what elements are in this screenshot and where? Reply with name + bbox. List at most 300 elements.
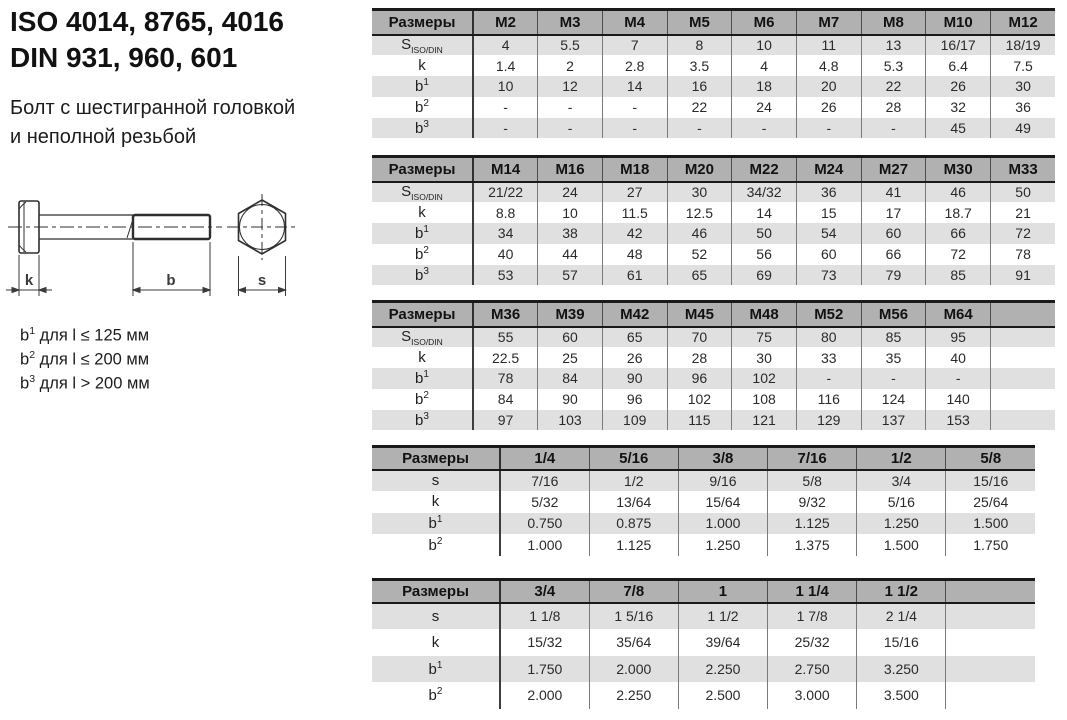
value-cell: 84	[538, 368, 603, 389]
value-cell: 36	[796, 182, 861, 203]
value-cell: 27	[602, 182, 667, 203]
row-label-base: k	[431, 493, 440, 511]
size-column-header: M48	[732, 302, 797, 327]
value-cell: 10	[473, 76, 538, 97]
value-cell: 65	[602, 327, 667, 348]
value-cell: 4	[732, 55, 797, 76]
size-column-header: M12	[991, 10, 1056, 35]
row-label-subscript: ISO/DIN	[411, 44, 443, 55]
value-cell: 3.000	[768, 682, 857, 709]
value-cell: 90	[602, 368, 667, 389]
size-column-header: M18	[602, 157, 667, 182]
value-cell: 70	[667, 327, 732, 348]
empty-cell	[946, 629, 1035, 656]
size-column-header: M16	[538, 157, 603, 182]
dimensions-table-4	[372, 445, 1035, 556]
row-label-base: b	[415, 267, 424, 285]
value-cell: 32	[926, 97, 991, 118]
header-row	[372, 580, 1035, 603]
table-row	[372, 656, 1035, 683]
dimensions-table-5	[372, 578, 1035, 709]
value-cell: 14	[732, 202, 797, 223]
value-cell: 15	[796, 202, 861, 223]
value-cell: 65	[667, 265, 732, 286]
row-label-superscript: 3	[423, 411, 429, 423]
value-cell: 129	[796, 410, 861, 431]
size-column-header: M22	[732, 157, 797, 182]
table-row	[372, 327, 1055, 348]
table-row	[372, 410, 1055, 431]
value-cell: 3.500	[857, 682, 946, 709]
row-label-base: b	[415, 78, 424, 96]
sizes-header-label: Размеры	[372, 157, 473, 182]
value-cell: 46	[667, 223, 732, 244]
value-cell: 57	[538, 265, 603, 286]
size-column-header: M20	[667, 157, 732, 182]
value-cell: 21/22	[473, 182, 538, 203]
table-row	[372, 368, 1055, 389]
value-cell: 1.250	[678, 534, 767, 556]
sizes-header-label: Размеры	[372, 580, 500, 603]
value-cell: -	[861, 368, 926, 389]
value-cell: 30	[667, 182, 732, 203]
value-cell: 96	[602, 389, 667, 410]
value-cell: 1.000	[678, 513, 767, 535]
value-cell: 1 1/2	[678, 603, 767, 630]
row-label	[372, 118, 473, 139]
size-column-header: M64	[926, 302, 991, 327]
value-cell: -	[926, 368, 991, 389]
sizes-header-label: Размеры	[372, 302, 473, 327]
empty-cell	[946, 603, 1035, 630]
value-cell: 1.125	[768, 513, 857, 535]
value-cell: 15/64	[678, 491, 767, 513]
value-cell: 25	[538, 347, 603, 368]
row-label-superscript: 1	[436, 514, 443, 526]
row-label-base: b	[415, 412, 424, 430]
value-cell: 12.5	[667, 202, 732, 223]
dimension-b	[133, 242, 210, 296]
size-column-header: M24	[796, 157, 861, 182]
empty-column-header	[991, 302, 1056, 327]
value-cell: 34/32	[732, 182, 797, 203]
empty-column-header	[946, 580, 1035, 603]
header-row	[372, 447, 1035, 470]
value-cell: 2	[538, 55, 603, 76]
row-label	[372, 182, 473, 203]
size-column-header: M42	[602, 302, 667, 327]
value-cell: 26	[796, 97, 861, 118]
value-cell: 69	[732, 265, 797, 286]
row-label	[372, 368, 473, 389]
value-cell: -	[796, 118, 861, 139]
value-cell: 61	[602, 265, 667, 286]
row-label-superscript: 2	[436, 535, 443, 547]
value-cell: 95	[926, 327, 991, 348]
value-cell: 1.750	[946, 534, 1035, 556]
value-cell: 44	[538, 244, 603, 265]
row-label-base: b	[415, 246, 424, 264]
empty-cell	[991, 327, 1056, 348]
size-column-header: M6	[732, 10, 797, 35]
header-row	[372, 10, 1055, 35]
dimensions-table-2	[372, 155, 1055, 285]
note-b2: $b^2$ для l ≤ 200 мм	[20, 349, 150, 369]
value-cell: 35/64	[589, 629, 678, 656]
size-column-header: M36	[473, 302, 538, 327]
size-column-header: M39	[538, 302, 603, 327]
value-cell: 28	[667, 347, 732, 368]
value-cell: 124	[861, 389, 926, 410]
value-cell: 52	[667, 244, 732, 265]
row-label	[372, 327, 473, 348]
table-row	[372, 244, 1055, 265]
table-row	[372, 118, 1055, 139]
value-cell: 13/64	[589, 491, 678, 513]
row-label	[372, 97, 473, 118]
row-label	[372, 470, 500, 492]
value-cell: 53	[473, 265, 538, 286]
value-cell: 102	[732, 368, 797, 389]
row-label-base: b	[415, 391, 424, 409]
value-cell: 28	[861, 97, 926, 118]
value-cell: 78	[991, 244, 1056, 265]
value-cell: 60	[861, 223, 926, 244]
size-column-header: 7/8	[589, 580, 678, 603]
row-label	[372, 629, 500, 656]
value-cell: 24	[538, 182, 603, 203]
table-row	[372, 182, 1055, 203]
value-cell: 1 1/8	[500, 603, 589, 630]
value-cell: 55	[473, 327, 538, 348]
row-label	[372, 35, 473, 56]
value-cell: 66	[926, 223, 991, 244]
value-cell: 40	[473, 244, 538, 265]
value-cell: 1.375	[768, 534, 857, 556]
value-cell: 8.8	[473, 202, 538, 223]
value-cell: 96	[667, 368, 732, 389]
value-cell: -	[473, 97, 538, 118]
row-label	[372, 491, 500, 513]
value-cell: 11	[796, 35, 861, 56]
table-row	[372, 389, 1055, 410]
value-cell: 50	[732, 223, 797, 244]
value-cell: 16	[667, 76, 732, 97]
value-cell: 79	[861, 265, 926, 286]
value-cell: -	[538, 97, 603, 118]
empty-cell	[991, 389, 1056, 410]
value-cell: 18	[732, 76, 797, 97]
value-cell: 12	[538, 76, 603, 97]
row-label	[372, 389, 473, 410]
table-row	[372, 534, 1035, 556]
dimensions-table-3	[372, 300, 1055, 430]
row-label-base: k	[431, 633, 440, 651]
value-cell: 5.5	[538, 35, 603, 56]
note-b3: $b^3$ для l > 200 мм	[20, 373, 150, 393]
value-cell: 3.5	[667, 55, 732, 76]
row-label-superscript: 1	[423, 77, 429, 89]
table-row	[372, 76, 1055, 97]
table-row	[372, 202, 1055, 223]
value-cell: 153	[926, 410, 991, 431]
value-cell: 1/2	[589, 470, 678, 492]
subtitle-line2: и неполной резьбой	[10, 126, 197, 148]
empty-cell	[991, 368, 1056, 389]
value-cell: 13	[861, 35, 926, 56]
dim-label-b: b	[166, 272, 176, 289]
value-cell: 1.125	[589, 534, 678, 556]
row-label-base: b	[428, 660, 437, 678]
row-label-superscript: 1	[423, 369, 429, 381]
row-label-superscript: 2	[423, 390, 429, 402]
row-label	[372, 410, 473, 431]
value-cell: 0.875	[589, 513, 678, 535]
size-column-header: 5/8	[946, 447, 1035, 470]
value-cell: 1.000	[500, 534, 589, 556]
title-din: DIN 931, 960, 601	[10, 42, 238, 73]
table-row	[372, 470, 1035, 492]
value-cell: 45	[926, 118, 991, 139]
value-cell: 73	[796, 265, 861, 286]
value-cell: 137	[861, 410, 926, 431]
value-cell: 115	[667, 410, 732, 431]
value-cell: 97	[473, 410, 538, 431]
header-row	[372, 157, 1055, 182]
value-cell: -	[602, 97, 667, 118]
empty-cell	[991, 410, 1056, 431]
row-label	[372, 76, 473, 97]
row-label-base: S	[401, 35, 412, 53]
value-cell: 2.750	[768, 656, 857, 683]
value-cell: 40	[926, 347, 991, 368]
value-cell: 1.250	[857, 513, 946, 535]
value-cell: 4	[473, 35, 538, 56]
row-label-subscript: ISO/DIN	[411, 336, 443, 347]
value-cell: -	[602, 118, 667, 139]
head-chamfer-arc-bottom	[19, 245, 26, 252]
row-label-base: s	[431, 472, 440, 490]
size-column-header: 1/2	[857, 447, 946, 470]
value-cell: 26	[602, 347, 667, 368]
size-column-header: M45	[667, 302, 732, 327]
value-cell: 50	[991, 182, 1056, 203]
value-cell: 39/64	[678, 629, 767, 656]
value-cell: -	[473, 118, 538, 139]
value-cell: 121	[732, 410, 797, 431]
value-cell: 10	[732, 35, 797, 56]
value-cell: 56	[732, 244, 797, 265]
value-cell: 72	[926, 244, 991, 265]
value-cell: 22.5	[473, 347, 538, 368]
size-column-header: M3	[538, 10, 603, 35]
row-label-superscript: 2	[423, 98, 429, 110]
value-cell: -	[538, 118, 603, 139]
value-cell: 22	[861, 76, 926, 97]
size-column-header: M10	[926, 10, 991, 35]
value-cell: 1.500	[946, 513, 1035, 535]
value-cell: 9/32	[768, 491, 857, 513]
value-cell: 60	[796, 244, 861, 265]
bolt-side-view	[8, 201, 222, 253]
bolt-head-view	[227, 194, 298, 260]
value-cell: 85	[926, 265, 991, 286]
value-cell: 17	[861, 202, 926, 223]
value-cell: 36	[991, 97, 1056, 118]
size-column-header: M8	[861, 10, 926, 35]
value-cell: 91	[991, 265, 1056, 286]
value-cell: -	[861, 118, 926, 139]
value-cell: 9/16	[678, 470, 767, 492]
table-row	[372, 513, 1035, 535]
value-cell: 2.250	[589, 682, 678, 709]
value-cell: 116	[796, 389, 861, 410]
value-cell: 8	[667, 35, 732, 56]
value-cell: 2.000	[589, 656, 678, 683]
row-label-base: S	[401, 182, 412, 200]
value-cell: 5.3	[861, 55, 926, 76]
value-cell: 24	[732, 97, 797, 118]
size-column-header: M56	[861, 302, 926, 327]
value-cell: 18.7	[926, 202, 991, 223]
value-cell: 22	[667, 97, 732, 118]
size-column-header: M4	[602, 10, 667, 35]
empty-cell	[946, 682, 1035, 709]
value-cell: 80	[796, 327, 861, 348]
size-column-header: 3/4	[500, 580, 589, 603]
value-cell: 7	[602, 35, 667, 56]
size-column-header: M7	[796, 10, 861, 35]
value-cell: 48	[602, 244, 667, 265]
dimension-k	[6, 255, 52, 296]
row-label-superscript: 1	[423, 224, 429, 236]
value-cell: 5/32	[500, 491, 589, 513]
empty-cell	[991, 347, 1056, 368]
size-column-header: 1/4	[500, 447, 589, 470]
value-cell: 84	[473, 389, 538, 410]
dimension-s	[239, 256, 286, 296]
value-cell: 15/16	[857, 629, 946, 656]
value-cell: 11.5	[602, 202, 667, 223]
value-cell: 102	[667, 389, 732, 410]
value-cell: 7/16	[500, 470, 589, 492]
value-cell: 42	[602, 223, 667, 244]
value-cell: 15/16	[946, 470, 1035, 492]
value-cell: 2 1/4	[857, 603, 946, 630]
value-cell: 2.250	[678, 656, 767, 683]
value-cell: 7.5	[991, 55, 1056, 76]
subtitle	[10, 94, 295, 152]
value-cell: 66	[861, 244, 926, 265]
size-column-header: M27	[861, 157, 926, 182]
row-label	[372, 55, 473, 76]
value-cell: 3/4	[857, 470, 946, 492]
size-column-header: 5/16	[589, 447, 678, 470]
value-cell: 30	[991, 76, 1056, 97]
row-label	[372, 202, 473, 223]
size-column-header: M30	[926, 157, 991, 182]
row-label-base: k	[418, 57, 426, 75]
value-cell: 49	[991, 118, 1056, 139]
value-cell: 35	[861, 347, 926, 368]
thread-length-notes	[20, 322, 150, 394]
value-cell: 78	[473, 368, 538, 389]
value-cell: 3.250	[857, 656, 946, 683]
value-cell: 33	[796, 347, 861, 368]
value-cell: 140	[926, 389, 991, 410]
row-label-base: b	[415, 99, 424, 117]
value-cell: 2.8	[602, 55, 667, 76]
dimensions-table-1	[372, 8, 1055, 138]
row-label-base: b	[415, 120, 424, 138]
value-cell: 2.000	[500, 682, 589, 709]
size-column-header: M5	[667, 10, 732, 35]
row-label-superscript: 1	[436, 659, 443, 671]
value-cell: 1 7/8	[768, 603, 857, 630]
row-label-base: b	[415, 370, 424, 388]
value-cell: 21	[991, 202, 1056, 223]
table-row	[372, 347, 1055, 368]
value-cell: 25/64	[946, 491, 1035, 513]
value-cell: 109	[602, 410, 667, 431]
value-cell: 103	[538, 410, 603, 431]
value-cell: 1.4	[473, 55, 538, 76]
size-column-header: M33	[991, 157, 1056, 182]
size-column-header: M14	[473, 157, 538, 182]
value-cell: 5/16	[857, 491, 946, 513]
value-cell: 85	[861, 327, 926, 348]
row-label-superscript: 2	[423, 245, 429, 257]
value-cell: -	[732, 118, 797, 139]
bolt-technical-drawing	[2, 192, 352, 327]
size-column-header: 3/8	[678, 447, 767, 470]
table-row	[372, 682, 1035, 709]
value-cell: 1.750	[500, 656, 589, 683]
value-cell: 41	[861, 182, 926, 203]
value-cell: 1.500	[857, 534, 946, 556]
value-cell: 10	[538, 202, 603, 223]
value-cell: 60	[538, 327, 603, 348]
note-b1: $b^1$ для l ≤ 125 мм	[20, 325, 150, 345]
table-row	[372, 603, 1035, 630]
row-label-base: b	[428, 687, 437, 705]
title-iso: ISO 4014, 8765, 4016	[10, 6, 284, 37]
value-cell: 2.500	[678, 682, 767, 709]
table-row	[372, 55, 1055, 76]
value-cell: 6.4	[926, 55, 991, 76]
subtitle-line1: Болт с шестигранной головкой	[10, 97, 296, 119]
row-label	[372, 347, 473, 368]
row-label	[372, 244, 473, 265]
table-row	[372, 491, 1035, 513]
row-label	[372, 265, 473, 286]
value-cell: 72	[991, 223, 1056, 244]
row-label-base: k	[418, 204, 426, 222]
row-label	[372, 603, 500, 630]
header-row	[372, 302, 1055, 327]
row-label-base: s	[431, 607, 440, 625]
value-cell: 0.750	[500, 513, 589, 535]
value-cell: 16/17	[926, 35, 991, 56]
value-cell: 75	[732, 327, 797, 348]
value-cell: 14	[602, 76, 667, 97]
row-label-base: b	[428, 536, 437, 554]
value-cell: 38	[538, 223, 603, 244]
head-chamfer-arc-top	[19, 202, 26, 209]
empty-cell	[946, 656, 1035, 683]
value-cell: 18/19	[991, 35, 1056, 56]
row-label-superscript: 3	[423, 119, 429, 131]
